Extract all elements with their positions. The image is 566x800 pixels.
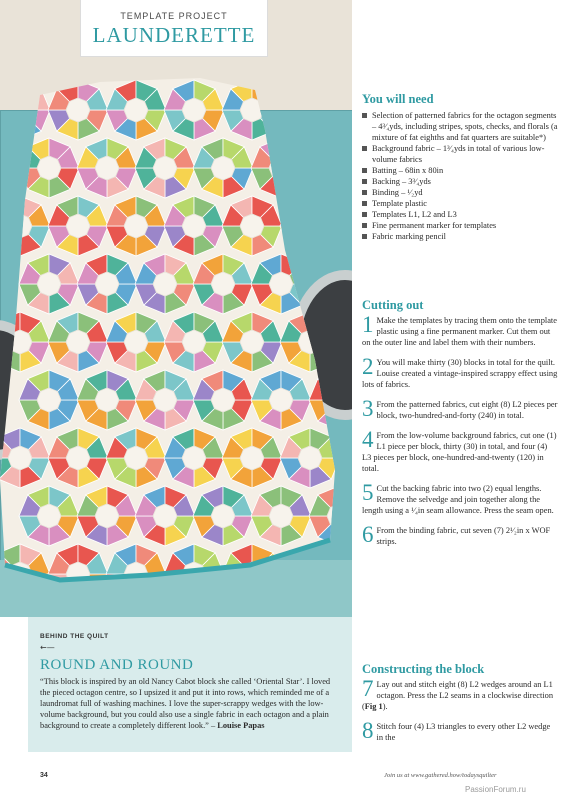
materials-item: Fabric marking pencil — [362, 231, 558, 242]
quilt-wedge — [310, 312, 331, 334]
quilt-octagon-centre — [327, 272, 351, 296]
quilt-octagon-centre — [182, 98, 206, 122]
quilt-octagon-centre — [37, 156, 61, 180]
quilt-wedge — [318, 110, 340, 131]
step-number: 2 — [362, 354, 374, 379]
quilt-block — [193, 486, 253, 546]
quilt-wedge — [347, 400, 352, 421]
watermark: PassionForum.ru — [465, 785, 526, 794]
you-will-need-section — [362, 92, 558, 242]
quilt-wedge — [0, 118, 20, 140]
quilt-wedge — [347, 80, 352, 102]
step-text: From the patterned fabrics, cut eight (8) L2 pieces per block, two-hundred-and-forty (240) in total. — [376, 400, 558, 420]
quilt-wedge — [289, 196, 310, 218]
quilt-wedge — [339, 370, 352, 392]
quilt-wedge — [260, 89, 282, 110]
quilt-block — [48, 196, 108, 256]
quilt-wedge — [310, 118, 331, 140]
quilt-block — [77, 602, 137, 617]
quilt-block — [338, 428, 352, 488]
materials-item: Binding – ¹⁄₂yd — [362, 187, 558, 198]
quilt-octagon-centre — [211, 156, 235, 180]
quilt-wedge — [173, 582, 194, 604]
quilt-wedge — [0, 80, 20, 102]
quilt-wedge — [281, 602, 302, 617]
quilt-octagon-centre — [269, 504, 293, 528]
quilt-block — [338, 80, 352, 140]
quilt-block — [19, 254, 79, 314]
cutting-out-section — [362, 298, 558, 556]
quilt-wedge — [318, 321, 340, 342]
quilt-block — [164, 312, 224, 372]
quilt-wedge — [339, 408, 352, 430]
quilt-octagon-centre — [66, 214, 90, 238]
quilt-octagon-centre — [37, 388, 61, 412]
quilt-wedge — [338, 89, 352, 110]
quilt-block — [48, 544, 108, 604]
quilt-block — [251, 370, 311, 430]
quilt-wedge — [347, 466, 352, 488]
quilt-wedge — [0, 342, 12, 363]
step-number: 7 — [362, 676, 374, 701]
quilt-block — [135, 138, 195, 198]
behind-title: ROUND AND ROUND — [40, 657, 194, 673]
quilt-wedge — [347, 350, 352, 372]
quilt-block — [106, 80, 166, 140]
quilt-block — [48, 80, 108, 140]
quilt-octagon-centre — [211, 504, 235, 528]
step-text: From the low-volume background fabrics, cut one (1) L1 piece per block, thirty (30) in total, and four (4) L3 pieces per block, one-hundred-and-twenty (120) in total. — [362, 431, 557, 473]
materials-item: Fine permanent marker for templates — [362, 220, 558, 231]
quilt-wedge — [338, 226, 352, 247]
quilt-octagon-centre — [124, 98, 148, 122]
quilt-wedge — [347, 147, 352, 168]
quilt-block — [106, 312, 166, 372]
quilt-wedge — [0, 350, 20, 372]
quilt-block — [309, 602, 352, 617]
materials-item: Templates L1, L2 and L3 — [362, 209, 558, 220]
step-text: Cut the backing fabric into two (2) equal lengths. Remove the selvedge and join together along the length using a ¹⁄₄in seam allowance. Press the seam open. — [362, 484, 554, 515]
quilt-wedge — [339, 524, 352, 546]
quilt-block — [309, 138, 352, 198]
quilt-block — [19, 138, 79, 198]
quilt-block — [338, 196, 352, 256]
quilt-block — [135, 370, 195, 430]
quilt-block — [193, 254, 253, 314]
quilt-wedge — [144, 602, 165, 617]
quilt-octagon-centre — [298, 214, 322, 238]
quilt-octagon-centre — [95, 504, 119, 528]
quilt-wedge — [57, 582, 78, 604]
quilt-wedge — [339, 292, 352, 314]
quilt-block — [135, 254, 195, 314]
quilt-wedge — [202, 602, 223, 617]
quilt-block — [222, 312, 282, 372]
quilt-octagon-centre — [124, 214, 148, 238]
project-type: TEMPLATE PROJECT — [120, 11, 228, 21]
step-number: 3 — [362, 396, 374, 421]
step-6 — [362, 522, 558, 547]
step-3 — [362, 396, 558, 421]
materials-item: Selection of patterned fabrics for the octagon segments – 4³⁄₄yds, including stripes, spots, checks, and florals (a mixture of fat eighths and fat quarters are suitable*) — [362, 110, 558, 143]
quilt-wedge — [20, 80, 41, 102]
quilt-wedge — [338, 437, 352, 458]
quilt-wedge — [339, 486, 352, 508]
quilt-wedge — [318, 254, 339, 276]
quilt-wedge — [338, 458, 352, 479]
quilt-wedge — [347, 168, 352, 189]
quilt-block — [222, 196, 282, 256]
quote-text: “This block is inspired by an old Nancy Cabot block she called ‘Oriental Star’. I loved the pieced octagon centre, so I upsized it and put it into rows, which reminded me of a laundromat full of washing machines. I love the super-scrappy wedges with the low-volume background, but you could also use a single fabric in each octagon and a plain background to create a completely different look.” – — [40, 677, 331, 730]
step-8 — [362, 718, 558, 743]
quilt-block — [19, 370, 79, 430]
quilt-octagon-centre — [182, 214, 206, 238]
quilt-octagon-centre — [298, 562, 322, 586]
quilt-wedge — [347, 234, 352, 256]
step-text: From the binding fabric, cut seven (7) 2¹⁄₂in x WOF strips. — [376, 526, 551, 546]
step-text: Make the templates by tracing them onto the template plastic using a fine permanent marker. Cut them out on the outer line and label them with their numbers. — [362, 316, 557, 347]
quilt-wedge — [338, 205, 352, 226]
quilt-illustration — [0, 0, 352, 617]
quilt-octagon-centre — [153, 272, 177, 296]
quilt-octagon-centre — [153, 504, 177, 528]
quilt-wedge — [318, 205, 340, 226]
quilt-wedge — [289, 168, 311, 189]
quilt-wedge — [115, 582, 136, 604]
quilt-wedge — [347, 196, 352, 218]
quilt-octagon-centre — [8, 214, 32, 238]
quilt-wedge — [0, 89, 12, 110]
quilt-wedge — [49, 602, 70, 617]
quilt-octagon-centre — [182, 446, 206, 470]
quilt-wedge — [289, 118, 310, 140]
quilt-octagon-centre — [327, 504, 351, 528]
step-number: 1 — [362, 312, 374, 337]
quilt-octagon-centre — [182, 562, 206, 586]
quilt-block — [280, 312, 340, 372]
quilt-wedge — [347, 495, 352, 516]
quilt-octagon-centre — [240, 214, 264, 238]
figure-reference: Fig 1 — [364, 702, 383, 711]
quilt-block — [48, 312, 108, 372]
quilt-wedge — [0, 110, 12, 131]
cutting-out-heading: Cutting out — [362, 298, 424, 312]
quilt-block — [251, 602, 311, 617]
quilt-block — [106, 428, 166, 488]
quilt-wedge — [86, 602, 107, 617]
quilt-wedge — [318, 226, 340, 247]
quilt-wedge — [202, 574, 224, 595]
quilt-wedge — [310, 234, 331, 256]
quilt-wedge — [252, 582, 273, 604]
quilt-wedge — [310, 582, 331, 604]
quilt-octagon-centre — [153, 156, 177, 180]
quilt-wedge — [194, 582, 215, 604]
step-number: 5 — [362, 480, 374, 505]
quilt-wedge — [347, 284, 352, 305]
quilt-wedge — [281, 254, 302, 276]
quilt-octagon-centre — [66, 446, 90, 470]
constructing-heading: Constructing the block — [362, 662, 485, 676]
quilt-wedge — [339, 138, 352, 160]
quilt-wedge — [338, 553, 352, 574]
step-number: 6 — [362, 522, 374, 547]
quilt-wedge — [0, 312, 20, 334]
quilt-wedge — [309, 263, 331, 284]
quilt-wedge — [318, 602, 339, 617]
quilt-block — [251, 254, 311, 314]
quilt-wedge — [318, 138, 339, 160]
quilt-wedge — [164, 574, 186, 595]
you-will-need-heading: You will need — [362, 92, 434, 106]
quilt-octagon-centre — [8, 98, 32, 122]
quilt-octagon-centre — [327, 388, 351, 412]
quilt-wedge — [289, 582, 310, 604]
quilt-wedge — [280, 574, 302, 595]
behind-label: BEHIND THE QUILT — [40, 633, 109, 640]
quilt-wedge — [165, 602, 186, 617]
quilt-wedge — [338, 321, 352, 342]
quilt-wedge — [338, 110, 352, 131]
title-box — [80, 0, 268, 57]
quilt-block — [280, 428, 340, 488]
quilt-block — [280, 196, 340, 256]
quilt-wedge — [309, 284, 331, 305]
quilt-wedge — [318, 292, 339, 314]
step-2 — [362, 354, 558, 390]
quilt-block — [19, 486, 79, 546]
quilt-octagon-centre — [240, 446, 264, 470]
quilt-wedge — [252, 80, 273, 102]
quilt-octagon-centre — [66, 330, 90, 354]
quilt-wedge — [339, 254, 352, 276]
quilt-block — [193, 370, 253, 430]
step-text-part: ). — [382, 702, 388, 711]
quilt-wedge — [20, 582, 41, 604]
quilt-octagon-centre — [240, 330, 264, 354]
quilt-wedge — [0, 321, 12, 342]
quilt-block — [338, 544, 352, 604]
quilt-wedge — [347, 263, 352, 284]
quilt-octagon-centre — [269, 156, 293, 180]
quilt-wedge — [281, 138, 302, 160]
quilt-octagon-centre — [269, 388, 293, 412]
quilt-wedge — [347, 118, 352, 140]
quilt-octagon-centre — [211, 388, 235, 412]
quilt-wedge — [318, 342, 340, 363]
quilt-wedge — [260, 574, 282, 595]
materials-item: Batting – 68in x 80in — [362, 165, 558, 176]
materials-item: Backing – 3³⁄₄yds — [362, 176, 558, 187]
constructing-section — [362, 662, 558, 752]
quilt-wedge — [280, 205, 302, 226]
quilt-block — [164, 196, 224, 256]
quilt-octagon-centre — [95, 388, 119, 412]
quilt-wedge — [310, 350, 331, 372]
quilt-wedge — [136, 582, 157, 604]
quilt-wedge — [309, 147, 331, 168]
quilt-octagon-centre — [95, 272, 119, 296]
quilt-wedge — [281, 176, 302, 198]
quilt-wedge — [223, 602, 244, 617]
step-1 — [362, 312, 558, 348]
quilt-photo — [0, 0, 352, 617]
quilt-wedge — [347, 544, 352, 566]
quilt-octagon-centre — [298, 446, 322, 470]
quilt-wedge — [0, 582, 20, 604]
quilt-wedge — [289, 147, 311, 168]
step-text: Stitch four (4) L3 triangles to every other L2 wedge in the — [376, 722, 551, 742]
quilt-wedge — [0, 226, 12, 247]
quilt-wedge — [78, 582, 99, 604]
step-5 — [362, 480, 558, 516]
quilt-octagon-centre — [124, 330, 148, 354]
quilt-block — [251, 138, 311, 198]
quilt-wedge — [310, 196, 331, 218]
quilt-wedge — [318, 553, 340, 574]
quilt-block — [222, 428, 282, 488]
quilt-octagon-centre — [240, 98, 264, 122]
quilt-wedge — [338, 574, 352, 595]
quilt-wedge — [339, 176, 352, 198]
quilt-octagon-centre — [298, 330, 322, 354]
materials-item: Template plastic — [362, 198, 558, 209]
quilt-block — [280, 80, 340, 140]
quilt-block — [309, 254, 352, 314]
quilt-block — [135, 486, 195, 546]
quilt-octagon-centre — [124, 446, 148, 470]
quilt-octagon-centre — [211, 272, 235, 296]
quilt-block — [77, 254, 137, 314]
quilt-octagon-centre — [66, 562, 90, 586]
quilt-wedge — [0, 196, 20, 218]
quilt-octagon-centre — [327, 156, 351, 180]
quilt-wedge — [338, 342, 352, 363]
quilt-wedge — [309, 168, 331, 189]
step-number: 8 — [362, 718, 374, 743]
step-text: You will make thirty (30) blocks in total for the quilt. Louise created a vintage-inspired scrappy effect using lots of fabrics. — [362, 358, 558, 389]
quilt-wedge — [289, 263, 311, 284]
step-number: 4 — [362, 427, 374, 452]
materials-list — [362, 110, 558, 242]
quilt-block — [222, 80, 282, 140]
quilt-block — [19, 602, 79, 617]
quilt-block — [222, 544, 282, 604]
footer-link[interactable]: Join us at www.gathered.how/todaysquilter — [384, 772, 497, 779]
quilt-block — [193, 602, 253, 617]
arrow-left-icon: ←— — [40, 643, 55, 652]
quilt-wedge — [318, 370, 339, 392]
project-title: LAUNDERETTE — [92, 23, 256, 47]
behind-the-quilt-box — [28, 617, 352, 752]
quilt-octagon-centre — [66, 98, 90, 122]
quilt-wedge — [347, 516, 352, 537]
quilt-block — [135, 602, 195, 617]
quilt-wedge — [318, 89, 340, 110]
quilt-block — [164, 428, 224, 488]
quote-author: Louise Papas — [217, 721, 265, 730]
quilt-block — [193, 138, 253, 198]
quilt-octagon-centre — [298, 98, 322, 122]
quilt-wedge — [347, 582, 352, 604]
step-text-part: Lay out and stitch eight (8) L2 wedges around an L1 octagon. Press the L2 seams in a clockwise direction ( — [362, 680, 554, 711]
step-text — [362, 676, 558, 712]
quilt-wedge — [347, 428, 352, 450]
quilt-wedge — [0, 205, 12, 226]
quilt-block — [164, 80, 224, 140]
quilt-block — [77, 138, 137, 198]
quilt-wedge — [289, 234, 310, 256]
quilt-octagon-centre — [182, 330, 206, 354]
quilt-octagon-centre — [269, 272, 293, 296]
quilt-wedge — [347, 379, 352, 400]
step-7 — [362, 676, 558, 712]
quilt-octagon-centre — [37, 504, 61, 528]
quilt-wedge — [107, 602, 128, 617]
quilt-wedge — [0, 574, 12, 595]
behind-quote — [40, 676, 340, 731]
quilt-block — [106, 196, 166, 256]
quilt-block — [77, 370, 137, 430]
page-number: 34 — [40, 772, 48, 779]
quilt-wedge — [347, 312, 352, 334]
quilt-block — [251, 486, 311, 546]
quilt-octagon-centre — [37, 272, 61, 296]
quilt-wedge — [222, 574, 244, 595]
quilt-octagon-centre — [95, 156, 119, 180]
quilt-wedge — [231, 582, 252, 604]
quilt-wedge — [339, 602, 352, 617]
quilt-octagon-centre — [8, 446, 32, 470]
quilt-wedge — [318, 574, 340, 595]
quilt-wedge — [318, 176, 339, 198]
quilt-wedge — [28, 602, 49, 617]
quilt-octagon-centre — [153, 388, 177, 412]
quilt-octagon-centre — [8, 330, 32, 354]
quilt-wedge — [310, 80, 331, 102]
quilt-wedge — [289, 80, 310, 102]
quilt-wedge — [280, 110, 302, 131]
materials-item: Background fabric – 1³⁄₄yds in total of various low-volume fabrics — [362, 143, 558, 165]
step-4 — [362, 427, 558, 474]
quilt-wedge — [260, 602, 281, 617]
quilt-wedge — [0, 234, 20, 256]
quilt-block — [48, 428, 108, 488]
quilt-block — [338, 312, 352, 372]
quilt-block — [77, 486, 137, 546]
quilt-wedge — [280, 89, 302, 110]
